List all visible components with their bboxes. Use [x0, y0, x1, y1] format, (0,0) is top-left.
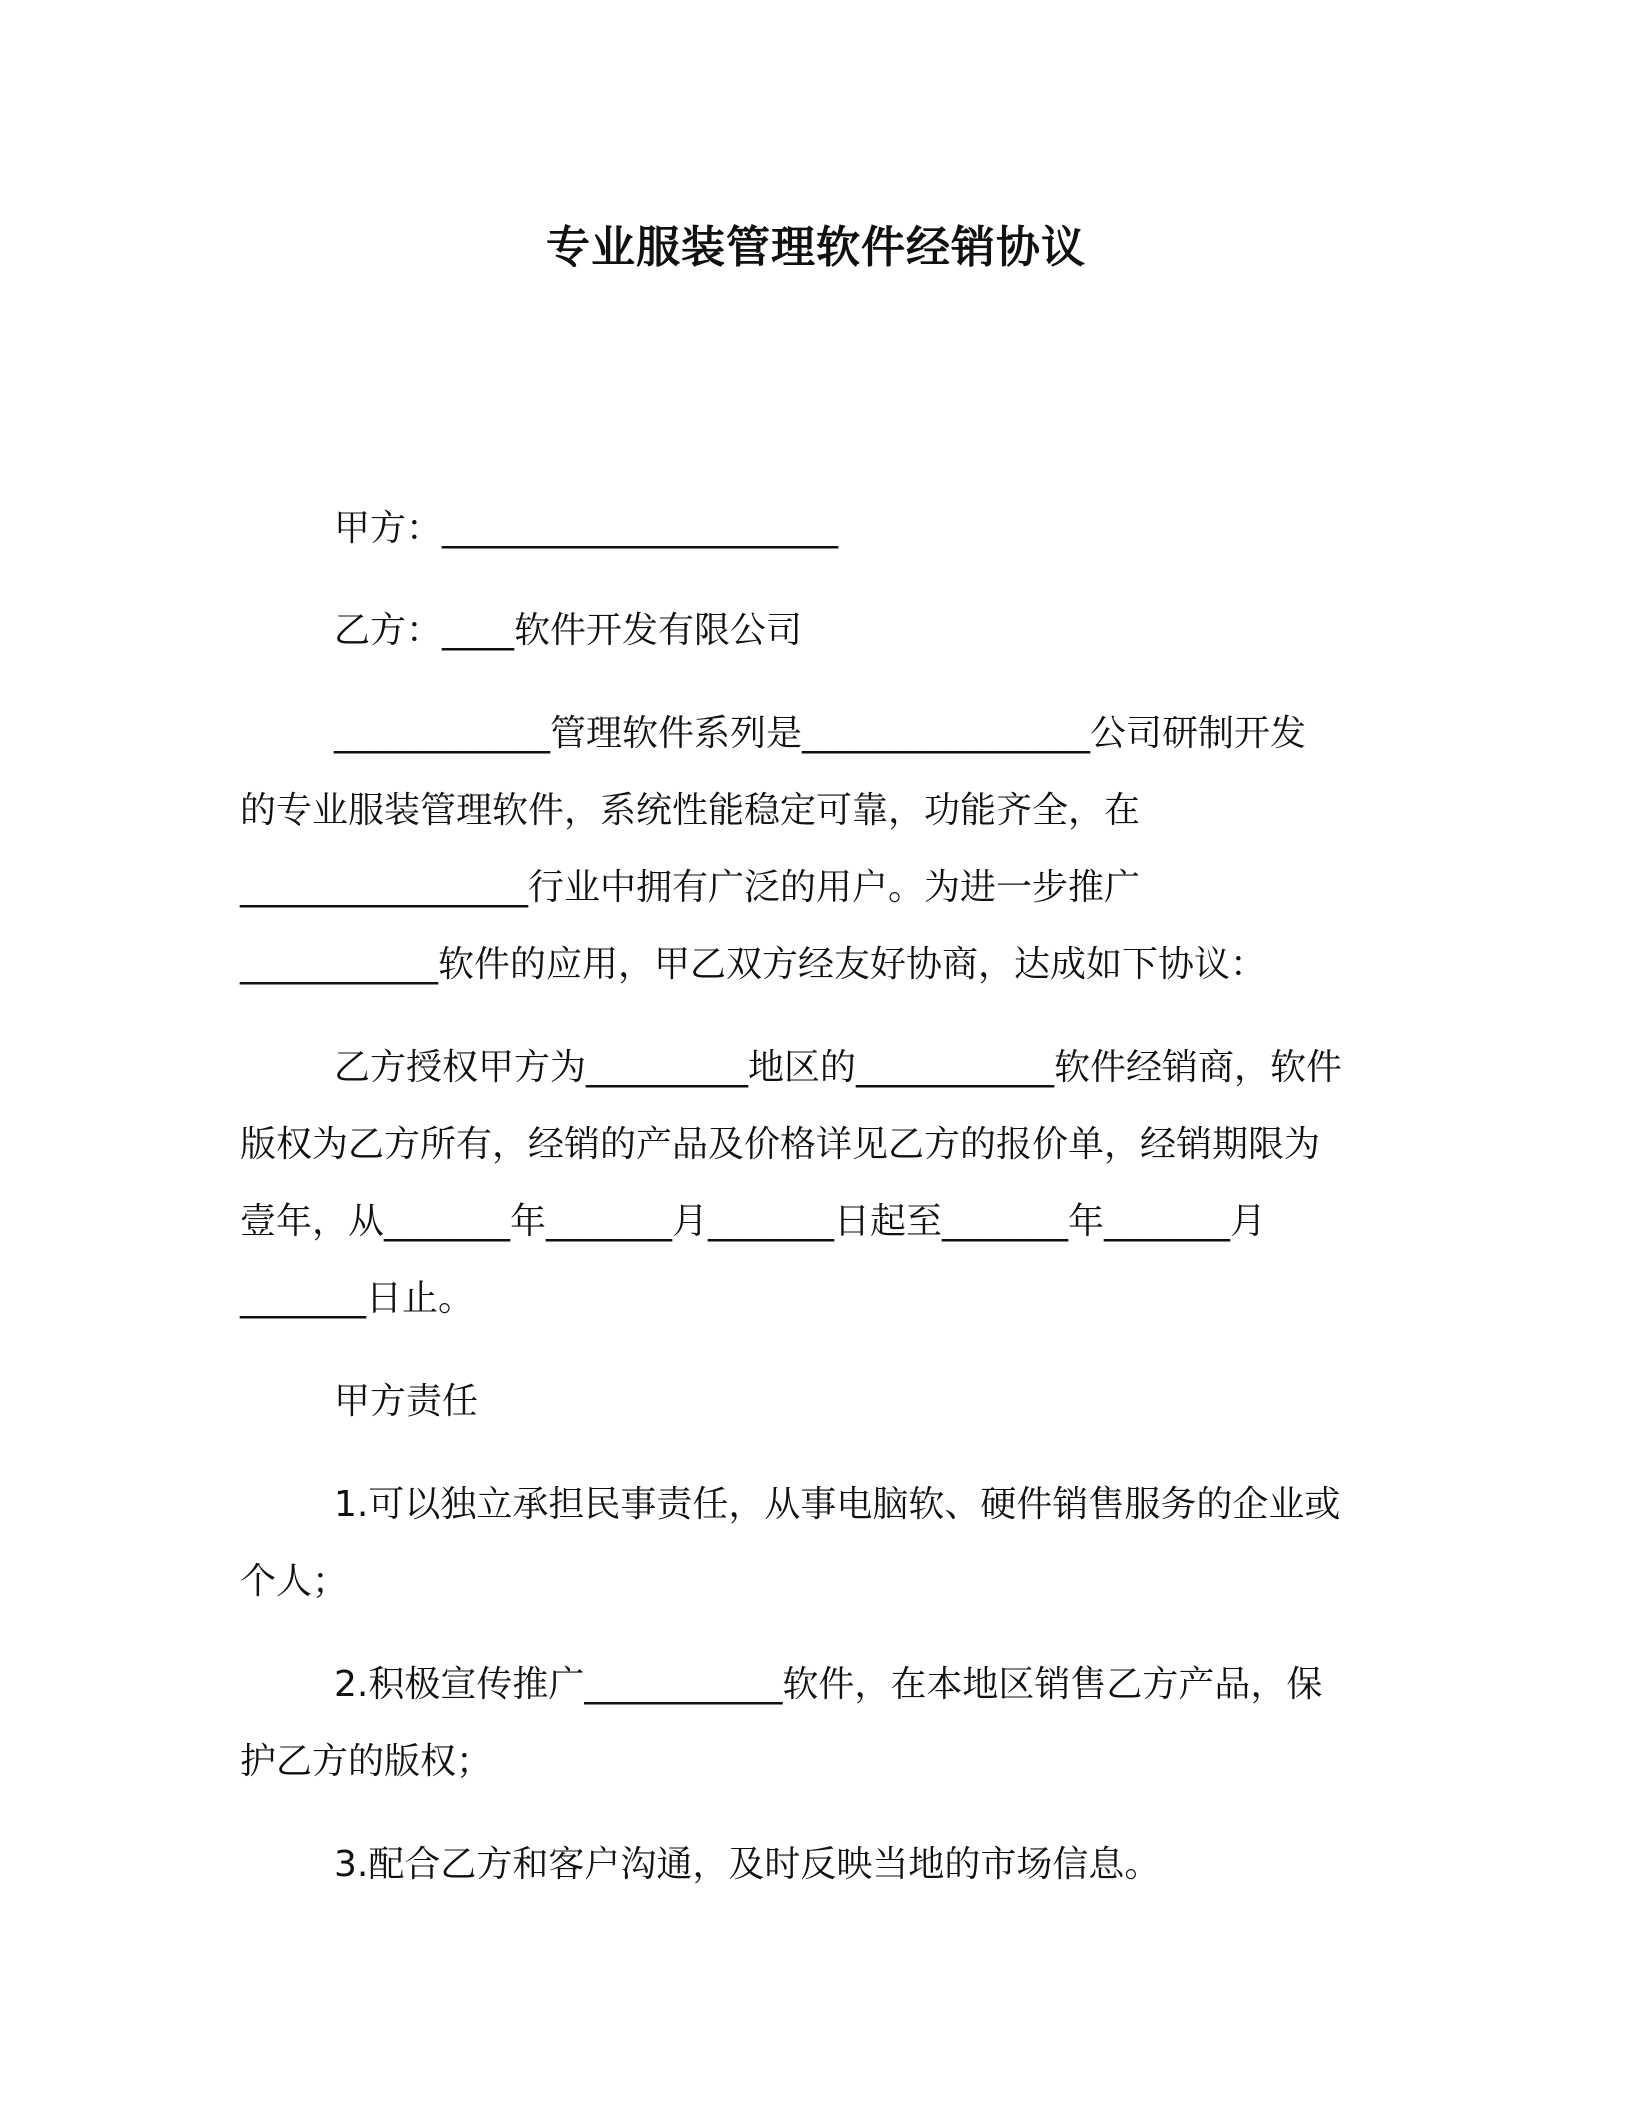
- clause-3-line-1: 3.配合乙方和客户沟通，及时反映当地的市场信息。: [334, 1844, 1161, 1885]
- document-title: 专业服装管理软件经销协议: [546, 222, 1086, 273]
- intro-line-3: ________________行业中拥有广泛的用户。为进一步推广: [240, 867, 1141, 908]
- authorization-line-2: 版权为乙方所有，经销的产品及价格详见乙方的报价单，经销期限为: [240, 1124, 1321, 1165]
- clause-2-line-1: 2.积极宣传推广___________软件，在本地区销售乙方产品，保: [334, 1664, 1323, 1705]
- intro-line-2: 的专业服装管理软件，系统性能稳定可靠，功能齐全，在: [240, 790, 1141, 831]
- authorization-line-4: _______日止。: [240, 1278, 475, 1319]
- intro-line-4: ___________软件的应用，甲乙双方经友好协商，达成如下协议：: [240, 944, 1267, 985]
- party-a-line: 甲方：______________________: [334, 508, 839, 549]
- clause-2-line-2: 护乙方的版权；: [240, 1741, 493, 1782]
- authorization-line-1: 乙方授权甲方为_________地区的___________软件经销商，软件: [334, 1047, 1343, 1088]
- intro-line-1: ____________管理软件系列是________________公司研制开发: [334, 713, 1307, 754]
- section-heading-party-a: 甲方责任: [334, 1381, 479, 1422]
- clause-1-line-2: 个人；: [240, 1561, 349, 1602]
- party-b-line: 乙方：____软件开发有限公司: [334, 610, 803, 651]
- authorization-line-3: 壹年，从_______年_______月_______日起至_______年_______月: [240, 1201, 1267, 1242]
- clause-1-line-1: 1.可以独立承担民事责任，从事电脑软、硬件销售服务的企业或: [334, 1484, 1341, 1525]
